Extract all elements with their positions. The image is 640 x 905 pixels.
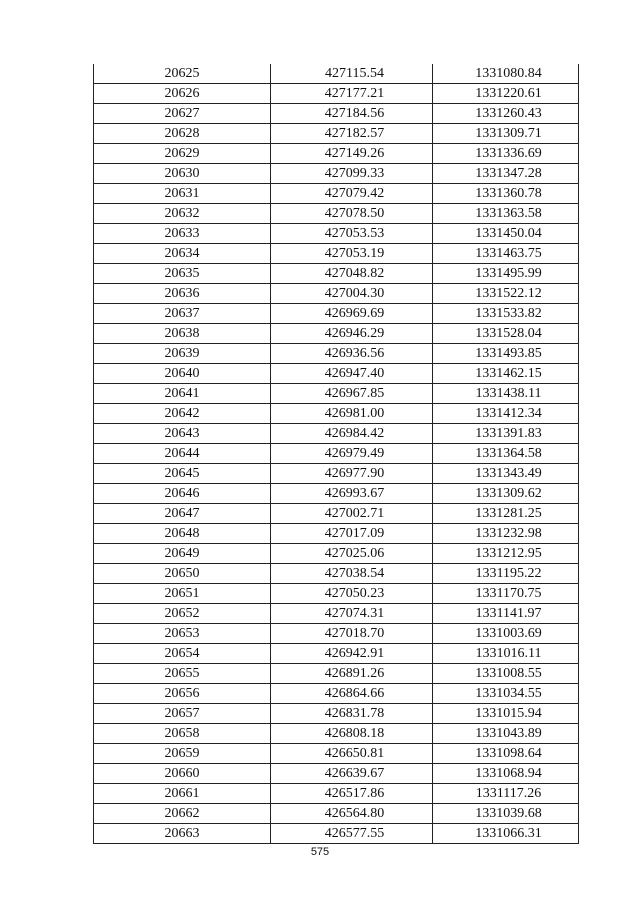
x-coordinate-cell: 426977.90 [271, 464, 433, 484]
x-coordinate-cell: 426639.67 [271, 764, 433, 784]
point-id-cell: 20640 [94, 364, 271, 384]
table-row [94, 404, 579, 424]
point-id-cell: 20642 [94, 404, 271, 424]
point-id-cell: 20647 [94, 504, 271, 524]
table-row [94, 784, 579, 804]
table-row [94, 684, 579, 704]
table-row [94, 124, 579, 144]
x-coordinate-cell: 427074.31 [271, 604, 433, 624]
y-coordinate-cell: 1331003.69 [433, 624, 579, 644]
table-row [94, 764, 579, 784]
x-coordinate-cell: 426936.56 [271, 344, 433, 364]
point-id-cell: 20629 [94, 144, 271, 164]
x-coordinate-cell: 426891.26 [271, 664, 433, 684]
y-coordinate-cell: 1331347.28 [433, 164, 579, 184]
x-coordinate-cell: 426942.91 [271, 644, 433, 664]
x-coordinate-cell: 427050.23 [271, 584, 433, 604]
point-id-cell: 20652 [94, 604, 271, 624]
point-id-cell: 20641 [94, 384, 271, 404]
point-id-cell: 20628 [94, 124, 271, 144]
table-row [94, 84, 579, 104]
point-id-cell: 20662 [94, 804, 271, 824]
point-id-cell: 20643 [94, 424, 271, 444]
y-coordinate-cell: 1331336.69 [433, 144, 579, 164]
x-coordinate-cell: 426969.69 [271, 304, 433, 324]
y-coordinate-cell: 1331098.64 [433, 744, 579, 764]
point-id-cell: 20634 [94, 244, 271, 264]
point-id-cell: 20636 [94, 284, 271, 304]
y-coordinate-cell: 1331364.58 [433, 444, 579, 464]
table-row [94, 284, 579, 304]
y-coordinate-cell: 1331015.94 [433, 704, 579, 724]
x-coordinate-cell: 426808.18 [271, 724, 433, 744]
y-coordinate-cell: 1331412.34 [433, 404, 579, 424]
y-coordinate-cell: 1331034.55 [433, 684, 579, 704]
x-coordinate-cell: 427079.42 [271, 184, 433, 204]
y-coordinate-cell: 1331438.11 [433, 384, 579, 404]
x-coordinate-cell: 426993.67 [271, 484, 433, 504]
x-coordinate-cell: 427048.82 [271, 264, 433, 284]
point-id-cell: 20631 [94, 184, 271, 204]
table-row [94, 544, 579, 564]
point-id-cell: 20654 [94, 644, 271, 664]
x-coordinate-cell: 426979.49 [271, 444, 433, 464]
table-row [94, 324, 579, 344]
point-id-cell: 20630 [94, 164, 271, 184]
y-coordinate-cell: 1331462.15 [433, 364, 579, 384]
point-id-cell: 20657 [94, 704, 271, 724]
x-coordinate-cell: 426650.81 [271, 744, 433, 764]
point-id-cell: 20661 [94, 784, 271, 804]
x-coordinate-cell: 427182.57 [271, 124, 433, 144]
y-coordinate-cell: 1331309.62 [433, 484, 579, 504]
table-row [94, 464, 579, 484]
y-coordinate-cell: 1331080.84 [433, 64, 579, 84]
point-id-cell: 20659 [94, 744, 271, 764]
y-coordinate-cell: 1331522.12 [433, 284, 579, 304]
table-row [94, 584, 579, 604]
x-coordinate-cell: 427184.56 [271, 104, 433, 124]
table-row [94, 104, 579, 124]
table-row [94, 664, 579, 684]
table-row [94, 264, 579, 284]
table-row [94, 244, 579, 264]
x-coordinate-cell: 426967.85 [271, 384, 433, 404]
table-row [94, 744, 579, 764]
table-row [94, 484, 579, 504]
table-row [94, 524, 579, 544]
table-row [94, 624, 579, 644]
table-row [94, 144, 579, 164]
y-coordinate-cell: 1331195.22 [433, 564, 579, 584]
point-id-cell: 20655 [94, 664, 271, 684]
x-coordinate-cell: 427053.53 [271, 224, 433, 244]
table-row [94, 804, 579, 824]
y-coordinate-cell: 1331068.94 [433, 764, 579, 784]
point-id-cell: 20649 [94, 544, 271, 564]
table-row [94, 304, 579, 324]
table-row [94, 224, 579, 244]
y-coordinate-cell: 1331309.71 [433, 124, 579, 144]
y-coordinate-cell: 1331117.26 [433, 784, 579, 804]
x-coordinate-cell: 426564.80 [271, 804, 433, 824]
y-coordinate-cell: 1331212.95 [433, 544, 579, 564]
point-id-cell: 20637 [94, 304, 271, 324]
x-coordinate-cell: 427149.26 [271, 144, 433, 164]
point-id-cell: 20646 [94, 484, 271, 504]
y-coordinate-cell: 1331141.97 [433, 604, 579, 624]
x-coordinate-cell: 427025.06 [271, 544, 433, 564]
x-coordinate-cell: 427004.30 [271, 284, 433, 304]
table-row [94, 164, 579, 184]
table-row [94, 564, 579, 584]
x-coordinate-cell: 426946.29 [271, 324, 433, 344]
y-coordinate-cell: 1331281.25 [433, 504, 579, 524]
y-coordinate-cell: 1331260.43 [433, 104, 579, 124]
x-coordinate-cell: 427017.09 [271, 524, 433, 544]
table-row [94, 724, 579, 744]
table-row [94, 384, 579, 404]
y-coordinate-cell: 1331232.98 [433, 524, 579, 544]
table-row [94, 424, 579, 444]
x-coordinate-cell: 426981.00 [271, 404, 433, 424]
x-coordinate-cell: 427177.21 [271, 84, 433, 104]
y-coordinate-cell: 1331533.82 [433, 304, 579, 324]
point-id-cell: 20638 [94, 324, 271, 344]
x-coordinate-cell: 427038.54 [271, 564, 433, 584]
point-id-cell: 20660 [94, 764, 271, 784]
y-coordinate-cell: 1331170.75 [433, 584, 579, 604]
point-id-cell: 20633 [94, 224, 271, 244]
table-row [94, 704, 579, 724]
y-coordinate-cell: 1331343.49 [433, 464, 579, 484]
y-coordinate-cell: 1331528.04 [433, 324, 579, 344]
coordinate-table [93, 64, 579, 844]
x-coordinate-cell: 426517.86 [271, 784, 433, 804]
point-id-cell: 20650 [94, 564, 271, 584]
y-coordinate-cell: 1331220.61 [433, 84, 579, 104]
y-coordinate-cell: 1331360.78 [433, 184, 579, 204]
x-coordinate-cell: 427018.70 [271, 624, 433, 644]
x-coordinate-cell: 427053.19 [271, 244, 433, 264]
table-row [94, 824, 579, 844]
table-row [94, 344, 579, 364]
x-coordinate-cell: 427115.54 [271, 64, 433, 84]
point-id-cell: 20639 [94, 344, 271, 364]
y-coordinate-cell: 1331016.11 [433, 644, 579, 664]
x-coordinate-cell: 426984.42 [271, 424, 433, 444]
point-id-cell: 20648 [94, 524, 271, 544]
point-id-cell: 20626 [94, 84, 271, 104]
point-id-cell: 20635 [94, 264, 271, 284]
y-coordinate-cell: 1331008.55 [433, 664, 579, 684]
table-row [94, 444, 579, 464]
table-row [94, 644, 579, 664]
y-coordinate-cell: 1331493.85 [433, 344, 579, 364]
x-coordinate-cell: 426577.55 [271, 824, 433, 844]
x-coordinate-cell: 427099.33 [271, 164, 433, 184]
y-coordinate-cell: 1331066.31 [433, 824, 579, 844]
table-row [94, 184, 579, 204]
point-id-cell: 20656 [94, 684, 271, 704]
coordinate-table-container [93, 64, 578, 844]
table-row [94, 64, 579, 84]
coordinate-table-body [94, 64, 579, 844]
x-coordinate-cell: 426864.66 [271, 684, 433, 704]
table-row [94, 364, 579, 384]
y-coordinate-cell: 1331391.83 [433, 424, 579, 444]
point-id-cell: 20663 [94, 824, 271, 844]
table-row [94, 604, 579, 624]
point-id-cell: 20632 [94, 204, 271, 224]
point-id-cell: 20651 [94, 584, 271, 604]
table-row [94, 504, 579, 524]
y-coordinate-cell: 1331363.58 [433, 204, 579, 224]
y-coordinate-cell: 1331450.04 [433, 224, 579, 244]
point-id-cell: 20627 [94, 104, 271, 124]
point-id-cell: 20653 [94, 624, 271, 644]
point-id-cell: 20644 [94, 444, 271, 464]
x-coordinate-cell: 426947.40 [271, 364, 433, 384]
x-coordinate-cell: 427078.50 [271, 204, 433, 224]
y-coordinate-cell: 1331463.75 [433, 244, 579, 264]
y-coordinate-cell: 1331495.99 [433, 264, 579, 284]
x-coordinate-cell: 427002.71 [271, 504, 433, 524]
y-coordinate-cell: 1331039.68 [433, 804, 579, 824]
point-id-cell: 20645 [94, 464, 271, 484]
page-number: 575 [310, 846, 330, 858]
y-coordinate-cell: 1331043.89 [433, 724, 579, 744]
table-row [94, 204, 579, 224]
point-id-cell: 20658 [94, 724, 271, 744]
x-coordinate-cell: 426831.78 [271, 704, 433, 724]
point-id-cell: 20625 [94, 64, 271, 84]
